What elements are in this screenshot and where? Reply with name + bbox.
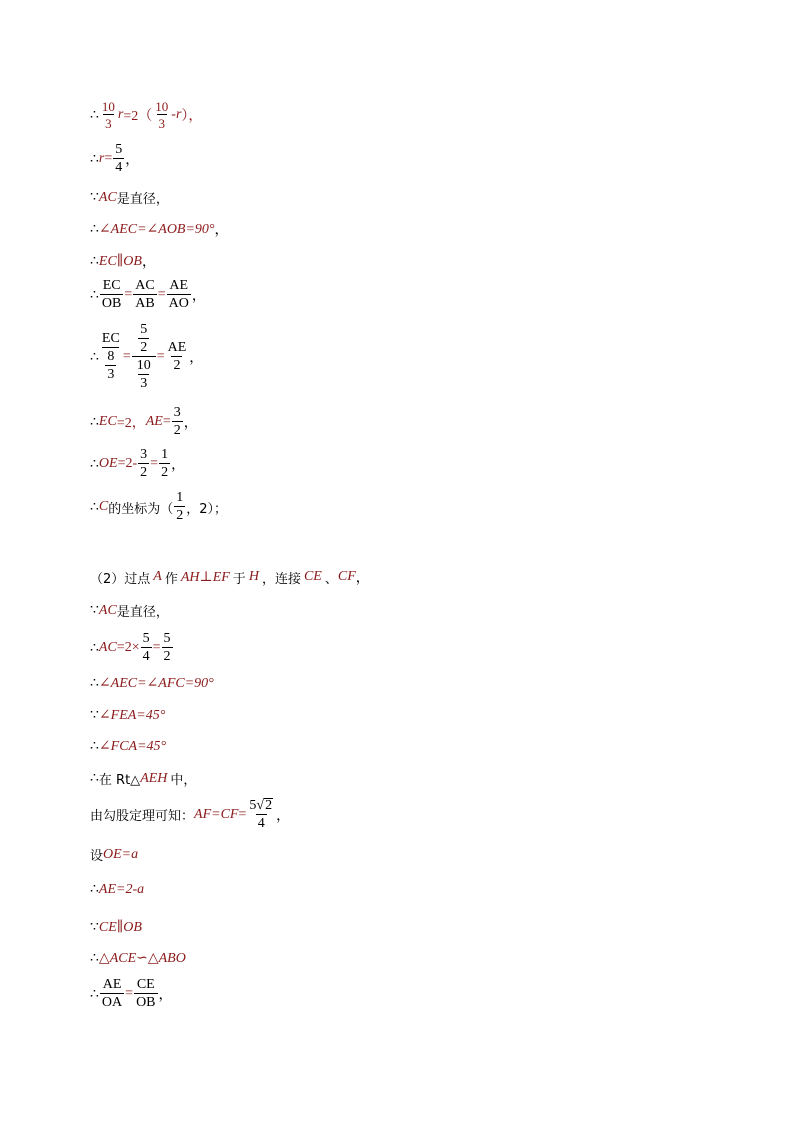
fraction: $\frac{5}{2}$	[163, 631, 171, 664]
equation-line-20: ∴ AE=2-a	[90, 881, 145, 897]
equation-line-5: ∴ EC∥OB ，	[90, 253, 156, 270]
equation-line-2: ∴ r = $\frac{5}{4}$ ，	[90, 142, 140, 175]
fraction: $\frac{EC}{OB}$	[101, 278, 122, 311]
equation-line-23: ∴ $\frac{AE}{OA}$ = $\frac{CE}{OB}$ ，	[90, 977, 173, 1010]
equation-line-6: ∴ $\frac{EC}{OB}$ = $\frac{AC}{AB}$ = $\frac{AE}{AO}$ ，	[90, 278, 206, 311]
equation-line-18: 由勾股定理可知： AF=CF = 5 √ 2 4 ，	[90, 798, 291, 831]
equation-line-21: ∵ CE∥OB	[90, 920, 142, 935]
equation-line-4: ∴ ∠AEC=∠AOB=90° ，	[90, 221, 229, 238]
equation-line-9: ∴ OE =2- $\frac{3}{2}$ = $\frac{1}{2}$ ，	[90, 447, 186, 480]
complex-fraction: $\frac{EC}{\frac{8}{3}}$	[101, 331, 120, 382]
equation-line-19: 设 OE=a	[90, 846, 139, 864]
fraction: $\frac{AE}{2}$	[167, 340, 187, 373]
fraction: $\frac{CE}{OB}$	[136, 977, 156, 1010]
fraction: $\frac{1}{2}$	[176, 490, 184, 523]
fraction: $\frac{AC}{AB}$	[135, 278, 155, 311]
equation-line-16: ∴ ∠FCA=45°	[90, 739, 167, 754]
fraction: $\frac{1}{2}$	[161, 447, 169, 480]
equation-line-8: ∴ EC =2， AE = $\frac{3}{2}$ ，	[90, 405, 198, 438]
equation-line-14: ∴ ∠AEC=∠AFC=90°	[90, 676, 214, 691]
equation-line-3: ∵ AC 是直径，	[90, 189, 169, 207]
sqrt-symbol: √ 2	[256, 798, 273, 813]
equation-line-10: ∴ C 的坐标为（ $\frac{1}{2}$ ，2）；	[90, 490, 228, 523]
equation-line-12: ∵ AC 是直径，	[90, 602, 169, 620]
equation-line-15: ∵ ∠FEA=45°	[90, 708, 166, 723]
fraction: 5 √ 2 4	[249, 798, 273, 831]
equation-line-17: ∴ 在 Rt△ AEH 中，	[90, 770, 197, 788]
fraction: $\frac{10}{3}$	[155, 99, 169, 131]
fraction: $\frac{5}{4}$	[115, 142, 123, 175]
equation-line-11: （2）过点 A 作 AH⊥EF 于 H ，连接 CE 、 CF ，	[90, 569, 370, 587]
fraction: $\frac{3}{2}$	[140, 447, 148, 480]
fraction: $\frac{3}{2}$	[173, 405, 181, 438]
fraction: $\frac{10}{3}$	[101, 99, 115, 131]
fraction: $\frac{AE}{OA}$	[101, 977, 123, 1010]
fraction: $\frac{5}{4}$	[142, 631, 150, 664]
equation-line-13: ∴ AC =2× $\frac{5}{4}$ = $\frac{5}{2}$	[90, 631, 171, 664]
complex-fraction: $\frac{\frac{5}{2}}{\frac{10}{3}}$	[132, 323, 156, 391]
equation-line-22: ∴ △ACE∽△ABO	[90, 951, 186, 966]
equation-line-1: ∴ $\frac{10}{3}$ r =2（ $\frac{10}{3}$ -r ），	[90, 99, 203, 131]
equation-line-7: ∴ $\frac{EC}{\frac{8}{3}}$ = $\frac{\frac{5}{2}}{\frac{10}{3}}$ = $\frac{AE}{2}$ ，	[90, 322, 204, 391]
fraction: $\frac{AE}{AO}$	[168, 278, 189, 311]
therefore-symbol: ∴	[90, 107, 99, 123]
